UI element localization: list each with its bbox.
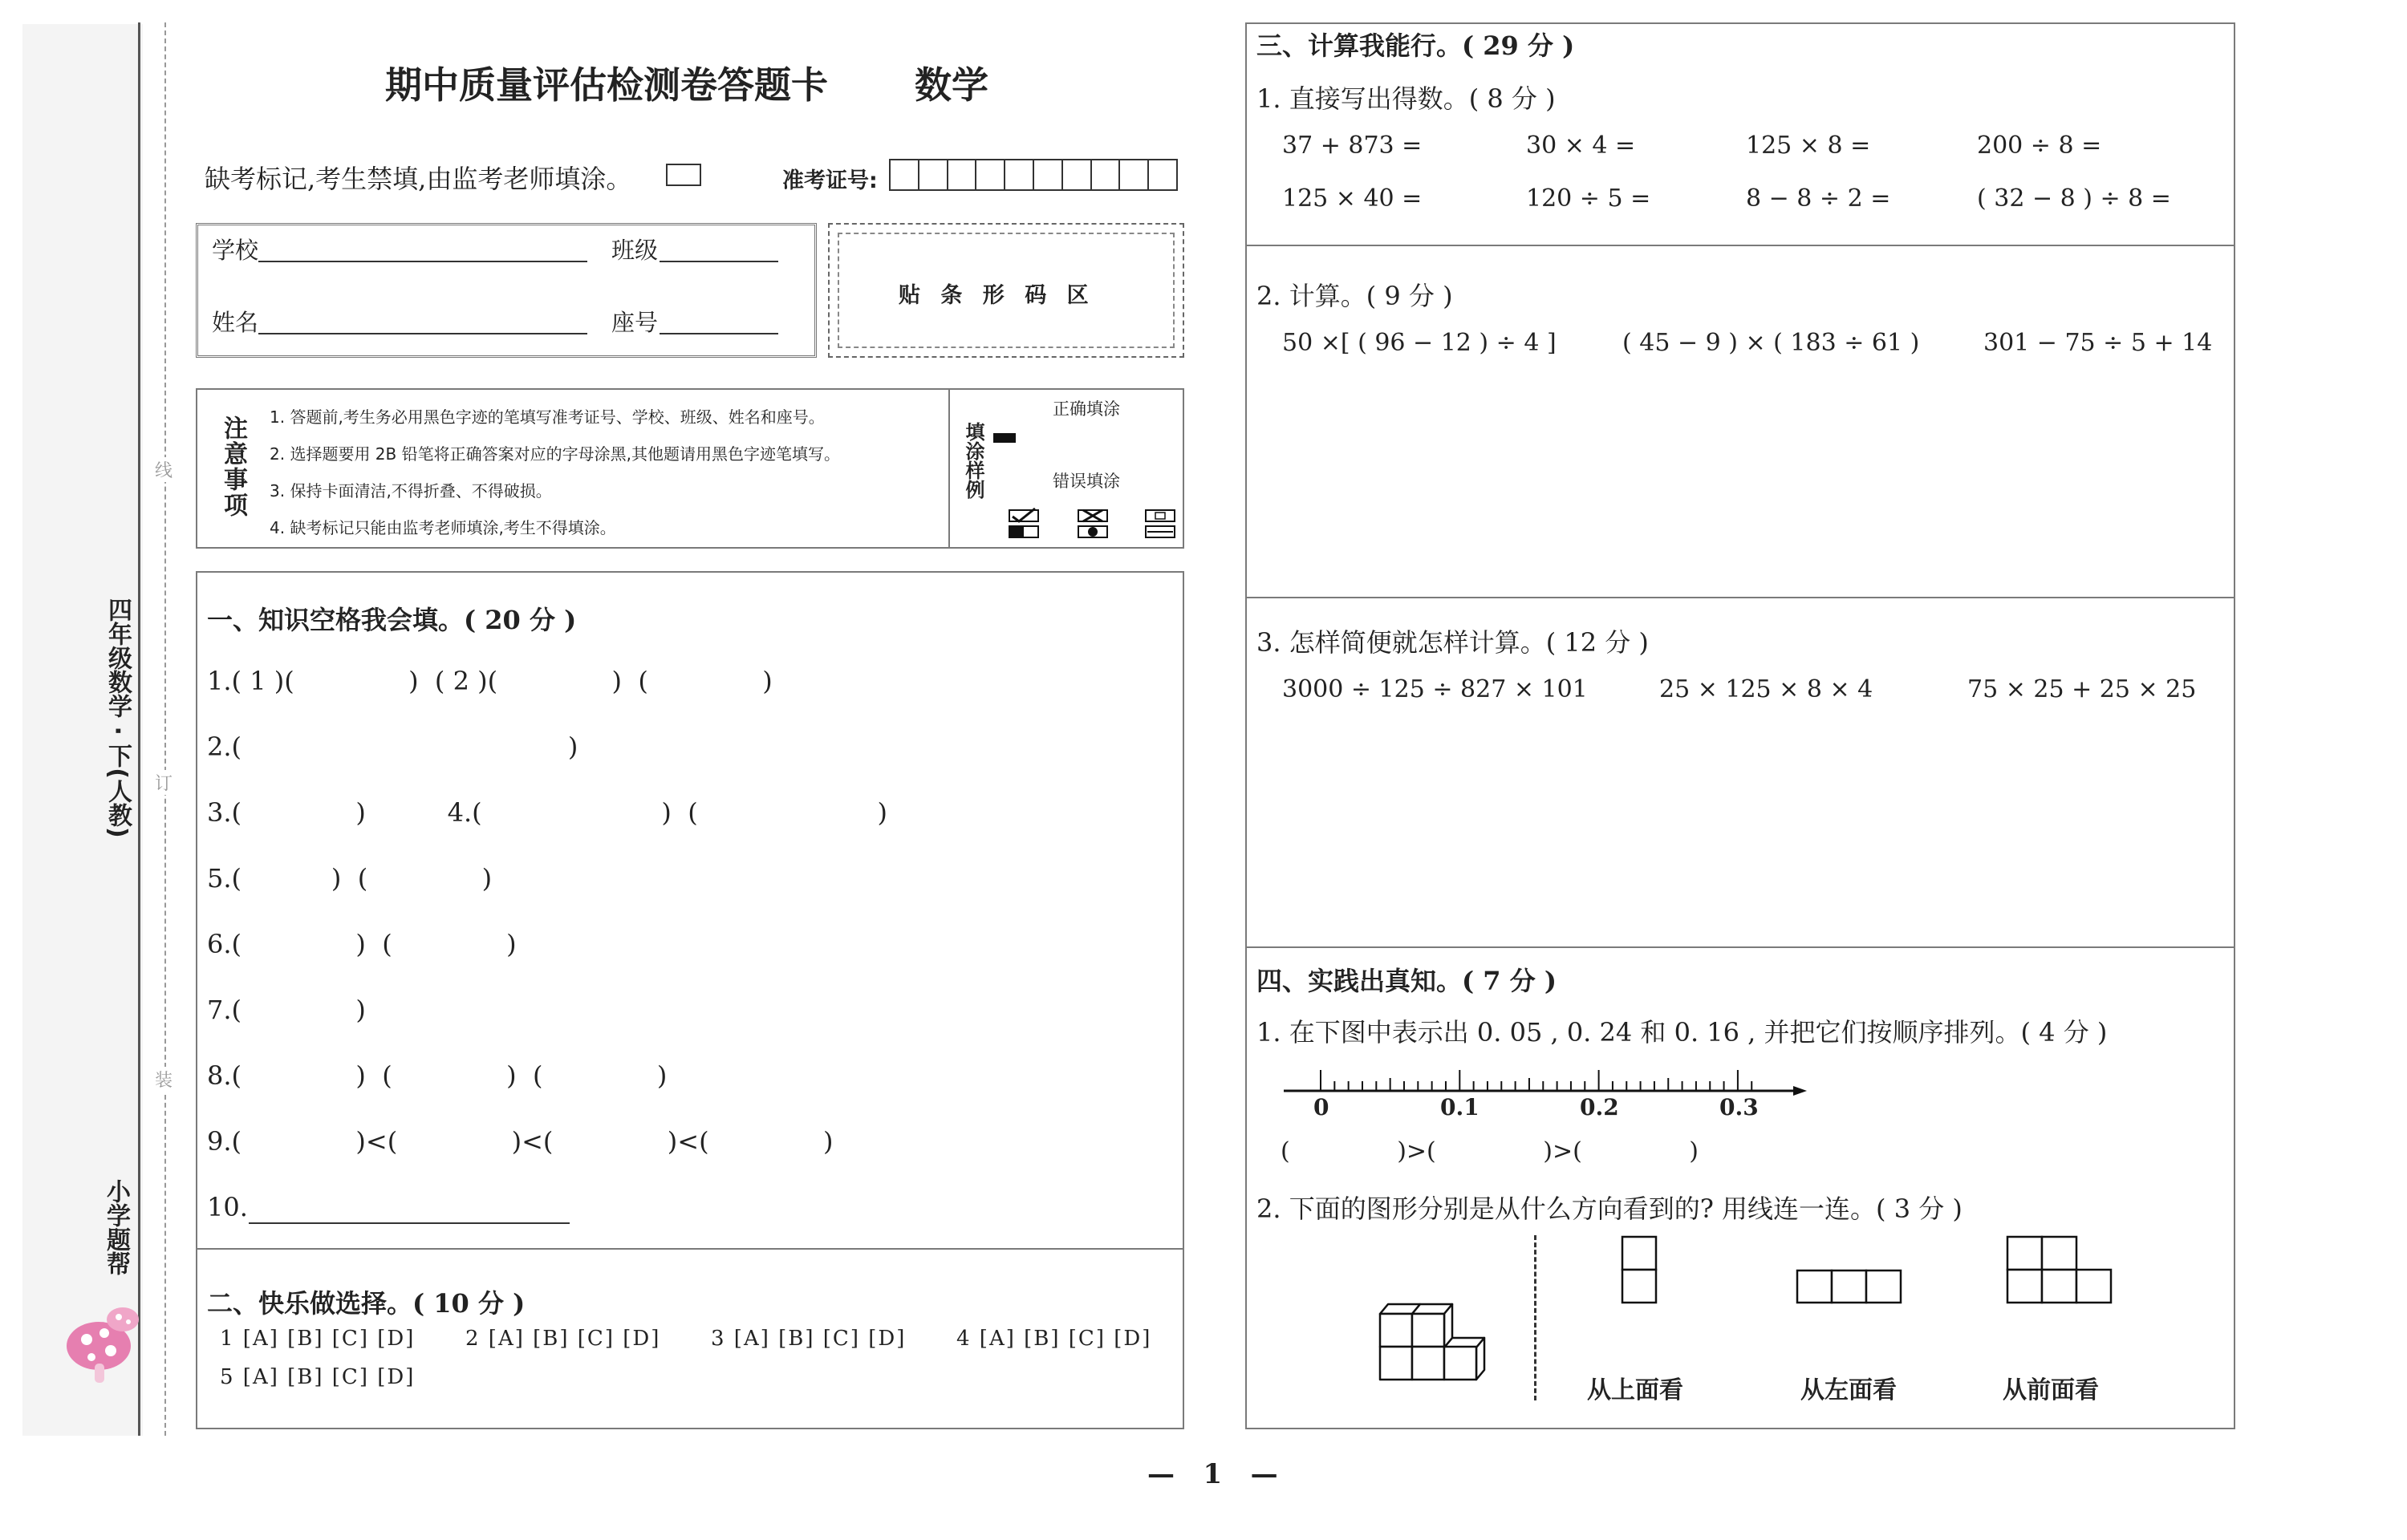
s3-q3-item-2: 25 × 125 × 8 × 4 xyxy=(1659,675,1873,703)
section4-title: 四、实践出真知。( 7 分 ) xyxy=(1256,966,1557,996)
name-field[interactable] xyxy=(258,333,587,334)
view-label-top: 从上面看 xyxy=(1587,1376,1683,1404)
name-label: 姓名 xyxy=(212,309,259,336)
tick-label-0: 0 xyxy=(1313,1094,1329,1121)
choice-row-5[interactable]: 5 [A] [B] [C] [D] xyxy=(220,1365,416,1389)
calc-1-2: 30 × 4 = xyxy=(1526,132,1636,160)
s1-line-3[interactable]: 3.( ) 4.( ) ( ) xyxy=(207,797,887,828)
mushroom-logo xyxy=(63,1283,143,1388)
calc-2-1: 125 × 40 = xyxy=(1282,184,1423,213)
correct-fill-sample xyxy=(993,433,1016,443)
absent-mark-box[interactable] xyxy=(666,164,701,186)
s3-q2-title: 2. 计算。( 9 分 ) xyxy=(1256,281,1453,311)
school-field[interactable] xyxy=(258,261,587,262)
binding-line-solid xyxy=(138,22,140,1436)
notice-item-2: 2. 选择题要用 2B 铅笔将正确答案对应的字母涂黑,其他题请用黑色字迹笔填写。 xyxy=(270,444,840,464)
wrong-fill-label: 错误填涂 xyxy=(1053,472,1120,491)
calc-1-4: 200 ÷ 8 = xyxy=(1977,132,2102,160)
s3-q3-title: 3. 怎样简便就怎样计算。( 12 分 ) xyxy=(1256,627,1649,658)
divider-q1-q2 xyxy=(1245,245,2235,246)
notice-divider xyxy=(948,388,950,549)
view-shape-horizontal[interactable] xyxy=(1794,1267,1906,1307)
s1-line-1[interactable]: 1.( 1 )( ) ( 2 )( ) ( ) xyxy=(207,666,773,696)
section2-title: 二、快乐做选择。( 10 分 ) xyxy=(207,1288,526,1319)
sample-title: 填涂样例 xyxy=(962,422,984,499)
calc-2-2: 120 ÷ 5 = xyxy=(1526,184,1651,213)
cube-figure xyxy=(1372,1298,1500,1386)
s3-q2-answer-area[interactable] xyxy=(1252,369,2230,594)
class-label: 班级 xyxy=(611,237,659,264)
notice-item-1: 1. 答题前,考生务必用黑色字迹的笔填写准考证号、学校、班级、姓名和座号。 xyxy=(270,407,825,427)
binding-char-xian: 线 xyxy=(155,457,173,482)
s3-q2-item-1: 50 ×[ ( 96 − 12 ) ÷ 4 ] xyxy=(1282,329,1557,357)
s4-q1-title: 1. 在下图中表示出 0. 05 , 0. 24 和 0. 16 , 并把它们按顺序排列。( 4 分 ) xyxy=(1256,1017,2108,1048)
page-title: 期中质量评估检测卷答题卡 xyxy=(385,63,828,107)
section3-title: 三、计算我能行。( 29 分 ) xyxy=(1256,30,1575,61)
s1-line-2[interactable]: 2.( ) xyxy=(207,732,578,762)
grade-label: 四年级数学 · 下(人教) xyxy=(104,598,132,838)
divider-q2-q3 xyxy=(1245,597,2235,598)
s1-line-10-blank[interactable] xyxy=(249,1222,570,1224)
notice-title: 注意事项 xyxy=(219,415,247,518)
s3-q2-item-3: 301 − 75 ÷ 5 + 14 xyxy=(1983,329,2213,357)
class-field[interactable] xyxy=(660,261,778,262)
page-number: — 1 — xyxy=(1147,1458,1278,1490)
notice-item-3: 3. 保持卡面清洁,不得折叠、不得破损。 xyxy=(270,481,552,500)
s3-q2-item-2: ( 45 − 9 ) × ( 183 ÷ 61 ) xyxy=(1622,329,1920,357)
view-shape-l[interactable] xyxy=(2004,1234,2117,1306)
calc-2-4: ( 32 − 8 ) ÷ 8 = xyxy=(1977,184,2171,213)
brand-label: 小学题帮 xyxy=(102,1179,130,1275)
wrong-fill-samples xyxy=(1003,507,1179,542)
s3-q1-title: 1. 直接写出得数。( 8 分 ) xyxy=(1256,83,1556,114)
s1-line-5[interactable]: 5.( ) ( ) xyxy=(207,863,493,894)
s1-line-6[interactable]: 6.( ) ( ) xyxy=(207,929,517,959)
s4-q2-title: 2. 下面的图形分别是从什么方向看到的? 用线连一连。( 3 分 ) xyxy=(1256,1194,1963,1224)
barcode-label: 贴 条 形 码 区 xyxy=(899,283,1095,308)
correct-fill-label: 正确填涂 xyxy=(1053,399,1120,419)
calc-2-3: 8 − 8 ÷ 2 = xyxy=(1746,184,1891,213)
choice-row-3[interactable]: 3 [A] [B] [C] [D] xyxy=(711,1327,907,1351)
tick-label-0.2: 0.2 xyxy=(1580,1094,1619,1121)
calc-1-1: 37 + 873 = xyxy=(1282,132,1423,160)
view-label-left: 从左面看 xyxy=(1800,1376,1897,1404)
s1-line-9[interactable]: 9.( )<( )<( )<( ) xyxy=(207,1126,834,1157)
binding-char-zhuang: 装 xyxy=(155,1067,173,1092)
choice-row-4[interactable]: 4 [A] [B] [C] [D] xyxy=(956,1327,1152,1351)
s1-line-7[interactable]: 7.( ) xyxy=(207,995,366,1025)
exam-no-label: 准考证号: xyxy=(782,168,878,193)
choice-row-1[interactable]: 1 [A] [B] [C] [D] xyxy=(220,1327,416,1351)
tick-label-0.3: 0.3 xyxy=(1719,1094,1759,1121)
section1-title: 一、知识空格我会填。( 20 分 ) xyxy=(207,605,577,635)
choice-row-2[interactable]: 2 [A] [B] [C] [D] xyxy=(465,1327,661,1351)
figure-divider xyxy=(1534,1235,1536,1400)
s1-line-10: 10. xyxy=(207,1192,248,1222)
absent-mark-text: 缺考标记,考生禁填,由监考老师填涂。 xyxy=(205,164,632,194)
student-info-box xyxy=(196,223,817,358)
notice-item-4: 4. 缺考标记只能由监考老师填涂,考生不得填涂。 xyxy=(270,518,616,537)
binding-line-dashed xyxy=(164,22,166,1436)
order-line[interactable]: ( )>( )>( ) xyxy=(1281,1137,1699,1165)
exam-no-boxes[interactable] xyxy=(889,159,1178,191)
view-label-front: 从前面看 xyxy=(2003,1376,2099,1404)
school-label: 学校 xyxy=(212,237,259,264)
calc-1-3: 125 × 8 = xyxy=(1746,132,1871,160)
s3-q3-item-1: 3000 ÷ 125 ÷ 827 × 101 xyxy=(1282,675,1588,703)
s1-line-8[interactable]: 8.( ) ( ) ( ) xyxy=(207,1060,668,1091)
s3-q3-item-3: 75 × 25 + 25 × 25 xyxy=(1967,675,2197,703)
s3-q3-answer-area[interactable] xyxy=(1252,715,2230,943)
divider-q3-s4 xyxy=(1245,946,2235,948)
binding-char-ding: 订 xyxy=(155,770,173,795)
seat-field[interactable] xyxy=(660,333,778,334)
seat-label: 座号 xyxy=(611,309,659,336)
view-shape-vertical[interactable] xyxy=(1619,1234,1659,1306)
tick-label-0.1: 0.1 xyxy=(1440,1094,1480,1121)
subject-title: 数学 xyxy=(915,63,988,107)
